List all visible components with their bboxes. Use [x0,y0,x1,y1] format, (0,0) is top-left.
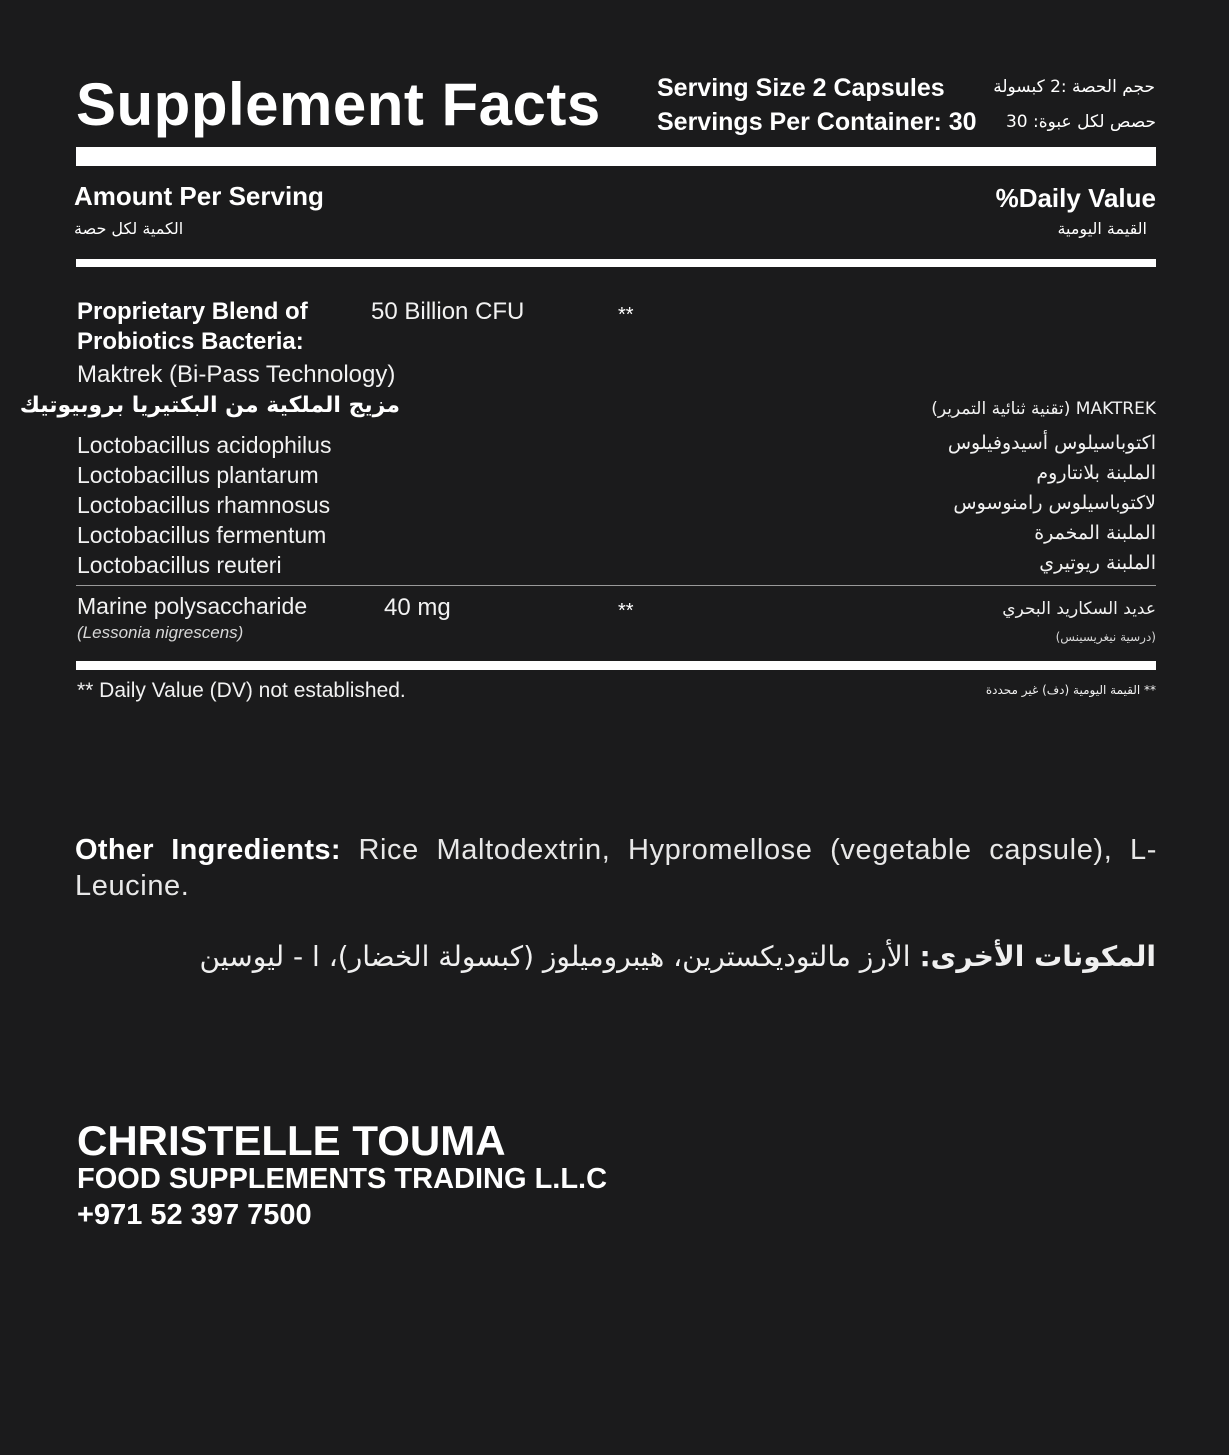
blend-subtitle-ar: MAKTREK (تقنية ثنائية التمرير) [931,399,1156,419]
blend-name-line1: Proprietary Blend of [77,298,308,325]
serving-size-ar: حجم الحصة :2 كبسولة [993,77,1155,97]
thick-divider [76,147,1156,166]
strain-3: Loctobacillus rhamnosus [77,492,331,518]
strain-1-ar: اكتوباسيلوس أسيدوفيلوس [947,432,1156,454]
marine-name-ar: عديد السكاريد البحري [1002,599,1156,619]
medium-divider [76,259,1156,267]
strain-4-ar: الملبنة المخمرة [1034,522,1156,544]
blend-daily-value: ** [618,304,634,326]
other-ingredients-ar [199,940,1156,973]
bottom-divider [76,661,1156,670]
servings-per-container: Servings Per Container: 30 [657,108,977,136]
strain-5: Loctobacillus reuteri [77,552,282,578]
company-phone: +971 52 397 7500 [77,1199,312,1231]
daily-value-label-ar: القيمة اليومية [1057,219,1147,238]
strain-1: Loctobacillus acidophilus [77,432,332,458]
other-ingredients [75,832,1157,904]
amount-per-serving-label: Amount Per Serving [74,181,324,211]
marine-amount: 40 mg [384,594,451,621]
panel-title: Supplement Facts [76,71,601,138]
marine-name: Marine polysaccharide [77,593,308,619]
blend-name-ar: مزيج الملكية من البكتيريا بروبيوتيك [19,393,400,418]
marine-latin-name: (Lessonia nigrescens) [77,623,244,642]
servings-per-container-ar: حصص لكل عبوة: 30 [1005,112,1156,132]
strain-2-ar: الملبنة بلانتاروم [1036,462,1156,484]
footnote: ** Daily Value (DV) not established. [77,679,406,702]
other-ingredients-label-ar: المكونات الأخرى: [919,940,1156,973]
company-business: FOOD SUPPLEMENTS TRADING L.L.C [77,1163,608,1195]
strain-3-ar: لاكتوباسيلوس رامنوسوس [953,492,1156,514]
marine-latin-name-ar: (درسية نيغريسينس) [1055,630,1156,644]
footnote-ar: ** القيمة اليومية (دف) غير محددة [985,683,1156,697]
other-ingredients-text: Rice Maltodextrin, Hypromellose (vegetable capsule), L-Leucine. [75,834,1158,902]
strain-5-ar: الملبنة ريوتيري [1039,552,1156,574]
other-ingredients-text-ar: الأرز مالتوديكسترين، هيبروميلوز (كبسولة الخضار)، l - ليوسين [199,940,920,973]
daily-value-label: %Daily Value [995,183,1156,213]
blend-amount: 50 Billion CFU [371,298,525,325]
strain-2: Loctobacillus plantarum [77,462,319,488]
thin-divider [76,585,1156,586]
amount-per-serving-label-ar: الكمية لكل حصة [74,219,184,238]
marine-daily-value: ** [618,600,634,622]
blend-subtitle: Maktrek (Bi-Pass Technology) [77,361,396,388]
serving-size: Serving Size 2 Capsules [657,74,945,102]
blend-name-line2: Probiotics Bacteria: [77,328,304,355]
other-ingredients-label: Other Ingredients: [75,834,341,866]
strain-4: Loctobacillus fermentum [77,522,327,548]
company-name: CHRISTELLE TOUMA [77,1117,506,1164]
